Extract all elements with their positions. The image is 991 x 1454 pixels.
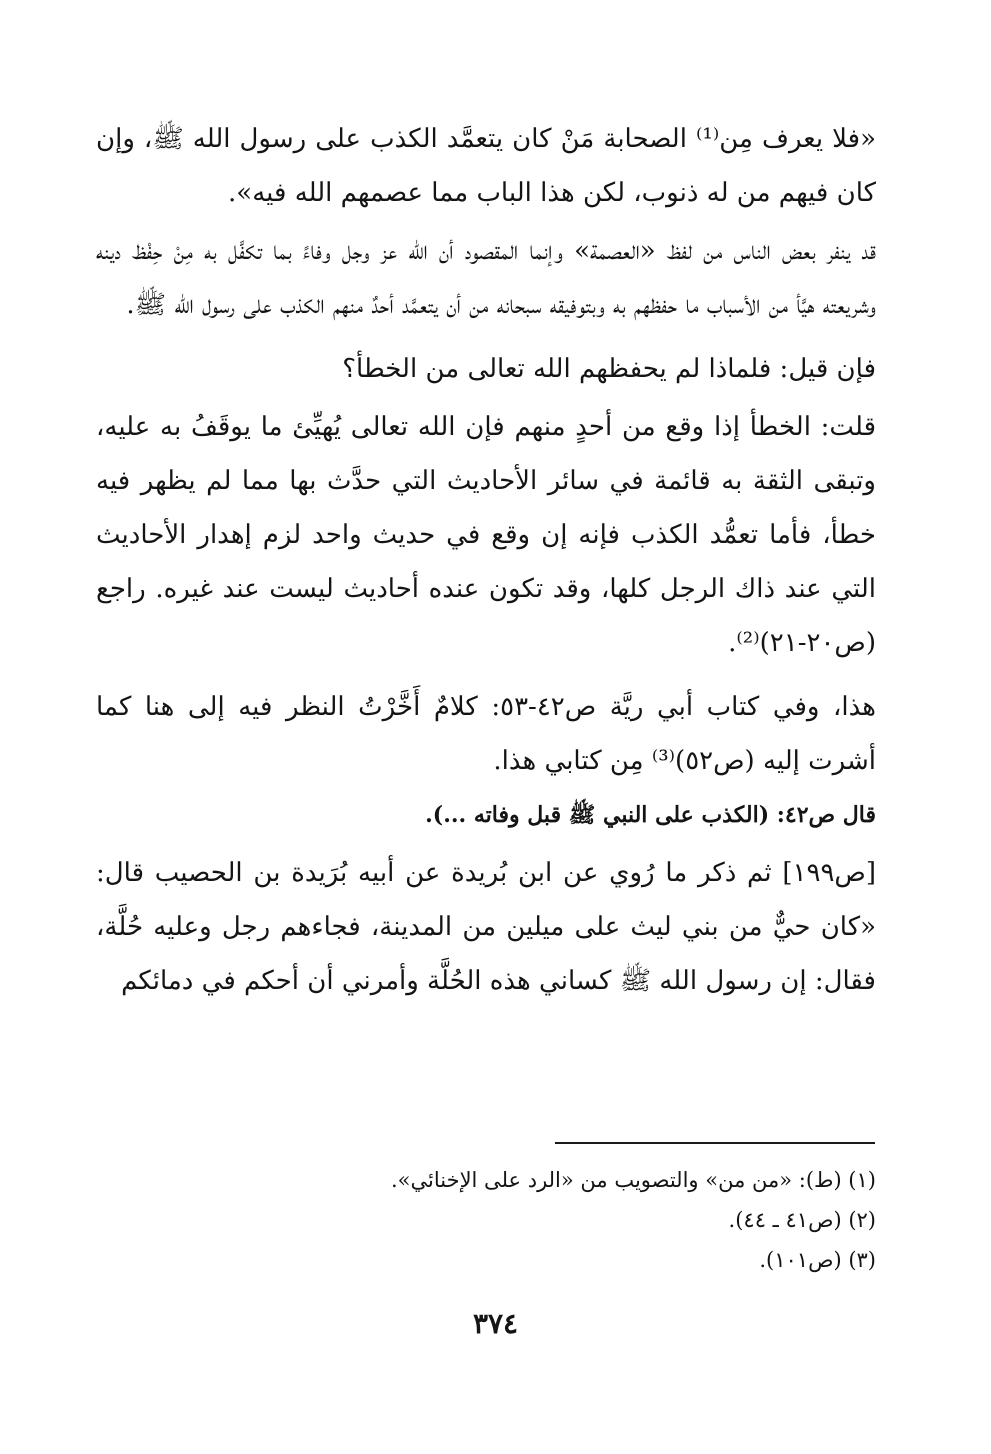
paragraph-quote-companions: «فلا يعرف مِن⁽¹⁾ الصحابة مَنْ كان يتعمَّد الكذب على رسول الله ﷺ، وإن كان فيهم من له ذنوب، لكن هذا الباب مما عصمهم الله فيه».	[96, 124, 876, 208]
footnote-2: (٢) (ص٤١ ـ ٤٤).	[728, 1208, 876, 1232]
paragraph-quoted-heading: قال ص٤٢: (الكذب على النبي ﷺ قبل وفاته ...).	[425, 802, 876, 828]
footnotes	[96, 1160, 876, 1280]
page-number: ٣٧٤	[472, 1307, 519, 1340]
main-text	[96, 112, 876, 1018]
paragraph-answer: قلت: الخطأ إذا وقع من أحدٍ منهم فإن الله تعالى يُهيِّئ ما يوقَفُ به عليه، وتبقى الثقة به قائمة في سائر الأحاديث التي حدَّث بها مما لم يظهر فيه خطأ، فأما تعمُّد الكذب فإنه إن وقع في حديث واحد لزم إهدار الأحاديث التي عند ذاك الرجل كلها، وقد تكون عنده أحاديث ليست عند غيره. راجع (ص٢٠-٢١)⁽²⁾.	[96, 412, 877, 658]
paragraph-ismah: قد ينفر بعض الناس من لفظ «العصمة» وإنما المقصود أن الله عز وجل وفاءً بما تكفَّل به مِنْ حِفْظ دينه وشريعته هيَّأ من الأسباب ما حفظهم به وبتوفيقه سبحانه من أن يتعمَّد أحدٌ منهم الكذب على رسول الله ﷺ.	[96, 236, 876, 320]
footnote-1: (١) (ط): «من من» والتصويب من «الرد على الإخنائي».	[390, 1168, 876, 1192]
footnote-3: (٣) (ص١٠١).	[759, 1248, 876, 1272]
footnote-divider	[555, 1142, 875, 1144]
paragraph-question: فإن قيل: فلماذا لم يحفظهم الله تعالى من الخطأ؟	[342, 354, 876, 384]
paragraph-abu-rayyah: هذا، وفي كتاب أبي ريَّة ص٤٢-٥٣: كلامٌ أَخَّرْتُ النظر فيه إلى هنا كما أشرت إليه (ص٥٢)⁽³⁾ مِن كتابي هذا.	[96, 692, 876, 776]
paragraph-buraydah: [ص١٩٩] ثم ذكر ما رُوي عن ابن بُريدة عن أبيه بُرَيدة بن الحصيب قال: «كان حيٌّ من بني ليث على ميلين من المدينة، فجاءهم رجل وعليه حُلَّة، فقال: إن رسول الله ﷺ كساني هذه الحُلَّة وأمرني أن أحكم في دمائكم	[96, 858, 876, 996]
